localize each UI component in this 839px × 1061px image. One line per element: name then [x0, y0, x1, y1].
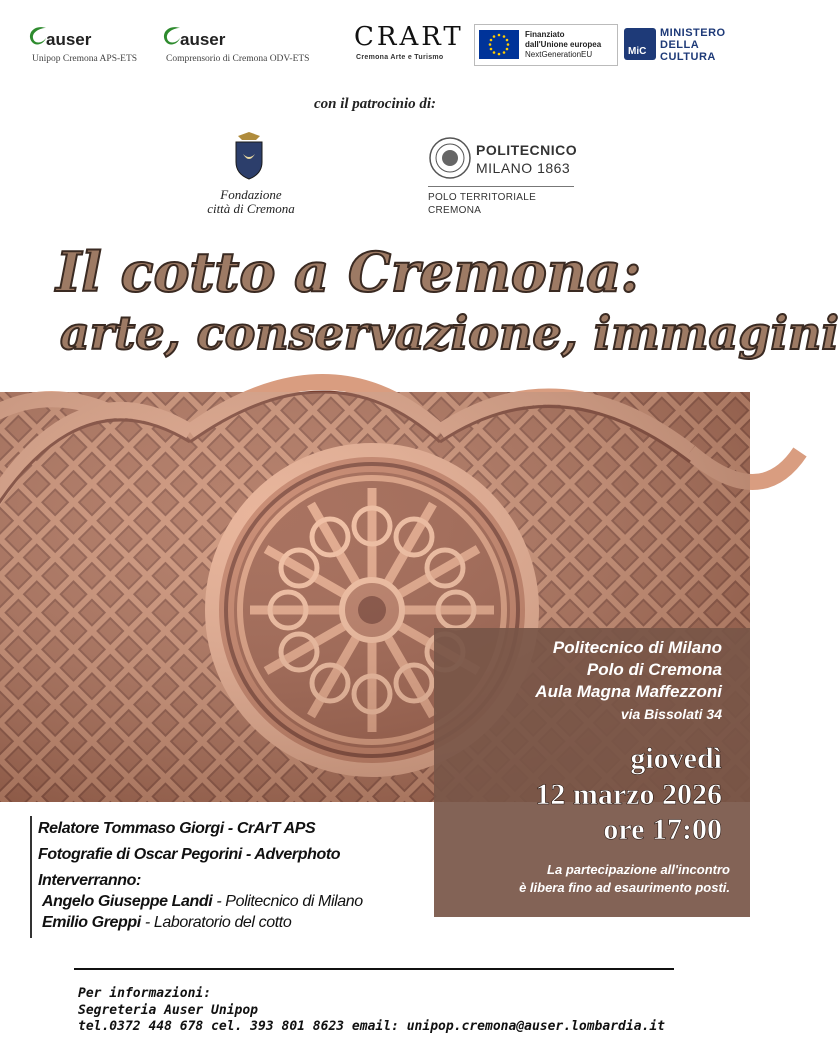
speaker-landi [42, 893, 363, 911]
fondazione-line2: città di Cremona [207, 201, 295, 216]
ministero-line1: MINISTERO [660, 27, 726, 39]
auser-subtitle: Comprensorio di Cremona ODV-ETS [166, 54, 310, 64]
speakers-heading: Interverranno: [38, 872, 141, 889]
auser-subtitle: Unipop Cremona APS-ETS [32, 54, 138, 64]
attendance-notice-line2: è libera fino ad esaurimento posti. [519, 880, 730, 895]
politecnico-polo [428, 191, 536, 217]
speaker-relatore: Relatore Tommaso Giorgi - CrArT APS [38, 820, 316, 837]
speakers-accent-bar [30, 816, 32, 938]
logo-ministero-cultura [624, 24, 728, 66]
crart-subtitle: Cremona Arte e Turismo [356, 54, 444, 61]
politecnico-seal-icon [428, 136, 472, 180]
ministero-line3: CULTURA [660, 51, 716, 63]
venue-line2: Polo di Cremona [586, 660, 722, 679]
crart-wordmark: CRART [354, 22, 464, 52]
eu-flag-icon [479, 30, 519, 59]
footer-info-heading: Per informazioni: [78, 986, 212, 1001]
footer-secretariat: Segreteria Auser Unipop [78, 1003, 259, 1018]
speaker-greppi [42, 914, 291, 932]
speaker-fotografie: Fotografie di Oscar Pegorini - Adverphoto [38, 846, 341, 863]
venue-address: via Bissolati 34 [620, 706, 722, 722]
eu-line2: dall'Unione europea [525, 40, 602, 49]
eu-line1: Finanziato [525, 30, 565, 39]
fondazione-name [186, 188, 316, 216]
patronage-label: con il patrocinio di: [313, 96, 437, 112]
event-time: ore 17:00 [603, 813, 722, 846]
auser-name: auser [46, 30, 92, 49]
event-date: 12 marzo 2026 [535, 778, 722, 811]
auser-name: auser [180, 30, 226, 49]
logo-auser-odv [160, 24, 350, 70]
politecnico-title: POLITECNICO [476, 142, 578, 158]
fondazione-line1: Fondazione [220, 187, 282, 202]
venue-line3: Aula Magna Maffezzoni [535, 682, 722, 701]
speaker-name: Angelo Giuseppe Landi [42, 893, 213, 910]
politecnico-logo [428, 136, 578, 220]
speaker-affiliation: - Laboratorio del cotto [140, 914, 292, 931]
speaker-affiliation: - Politecnico di Milano [212, 893, 363, 910]
logo-crart [352, 22, 462, 66]
eu-label [525, 30, 601, 60]
logo-auser-unipop [26, 24, 156, 70]
mic-emblem-icon [624, 28, 656, 60]
ministero-label [660, 27, 726, 63]
event-title-line2: arte, conservazione, immagini [60, 306, 839, 360]
polo-line1: POLO TERRITORIALE [428, 192, 537, 203]
politecnico-subtitle: MILANO 1863 [476, 160, 571, 176]
fondazione-logo [186, 132, 316, 222]
logo-eu-nextgen [474, 24, 618, 66]
eu-line3: NextGenerationEU [525, 50, 593, 59]
polo-line2: CREMONA [428, 205, 482, 216]
politecnico-divider [428, 186, 574, 187]
event-title-line1: Il cotto a Cremona: [56, 240, 642, 304]
speaker-name: Emilio Greppi [42, 914, 141, 931]
attendance-notice-line1: La partecipazione all'incontro [547, 862, 730, 877]
footer-contacts: tel.0372 448 678 cel. 393 801 8623 email: unipop.cremona@auser.lombardia.it [78, 1019, 665, 1034]
mic-acronym: MiC [628, 46, 647, 57]
event-day: giovedì [630, 742, 722, 775]
footer-divider [74, 968, 674, 970]
crest-icon [230, 132, 268, 180]
venue-line1: Politecnico di Milano [552, 638, 722, 657]
ministero-line2: DELLA [660, 39, 700, 51]
